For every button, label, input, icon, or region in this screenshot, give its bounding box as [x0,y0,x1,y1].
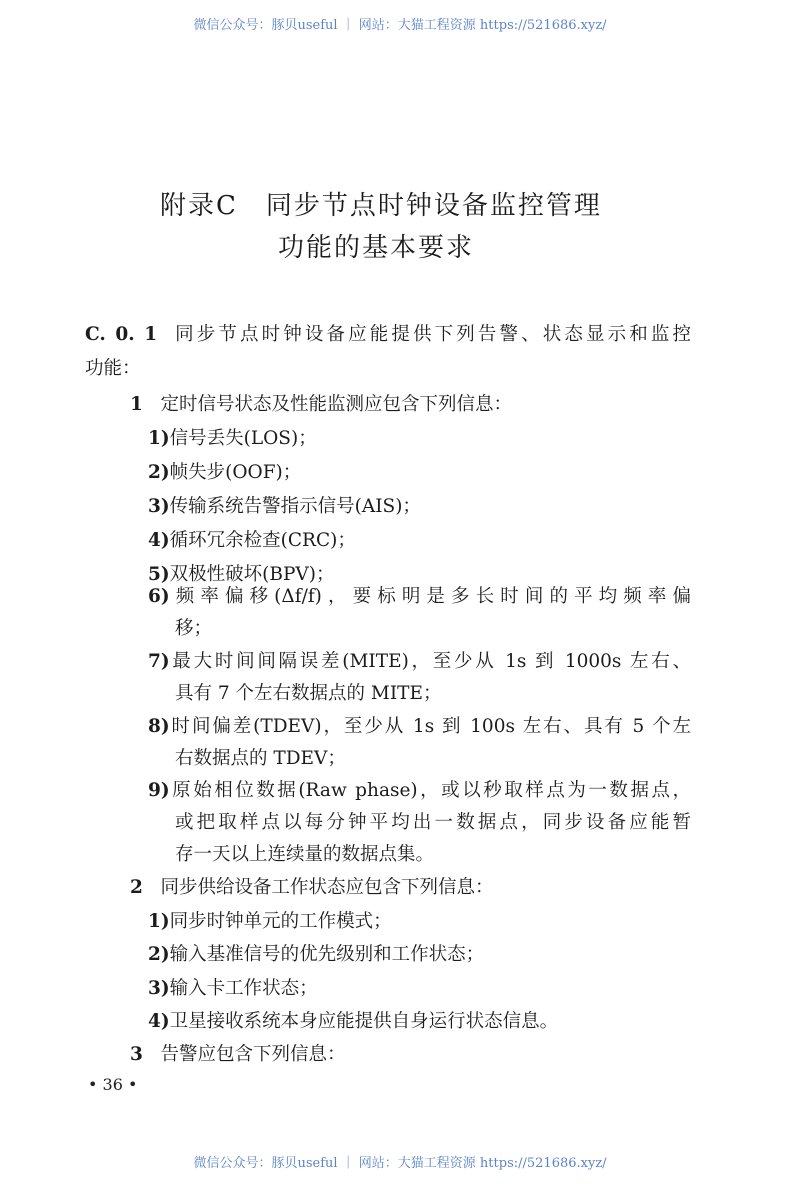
clause-text: 同步节点时钟设备应能提供下列告警、状态显示和监控 [175,324,691,345]
sub-number: 8) [148,716,170,737]
sub-number: 1) [148,428,170,449]
item-text: 告警应包含下列信息： [160,1044,346,1065]
appendix-title-line2: 功能的基本要求 [278,233,475,263]
sub-item-continuation: 移； [175,618,213,639]
sub-item [148,585,691,609]
watermark-bottom: 微信公众号：豚贝useful ｜ 网站：大猫工程资源 https://521686.xyz/ [193,1156,607,1171]
sub-item [148,461,301,485]
sub-item [148,715,691,739]
sub-text: 传输系统告警指示信号(AIS)； [169,496,421,517]
sub-item-continuation: 存一天以上连续量的数据点集。 [175,844,435,865]
sub-number: 6) [148,586,170,607]
item-3 [130,1043,346,1067]
sub-number: 9) [148,780,170,801]
sub-item [148,943,484,967]
sub-number: 4) [148,1011,170,1032]
item-number: 2 [130,877,143,898]
sub-item-continuation: 右数据点的 TDEV； [175,748,346,769]
sub-item-continuation: 具有 7 个左右数据点的 MITE； [175,683,442,704]
item-text: 同步供给设备工作状态应包含下列信息： [160,877,494,898]
clause-line1 [85,323,691,347]
item-1 [130,393,512,417]
clause-number: C. 0. 1 [85,324,158,345]
sub-item [148,650,691,674]
sub-item [148,563,334,587]
sub-number: 1) [148,911,170,932]
sub-number: 3) [148,978,170,999]
item-text: 定时信号状态及性能监测应包含下列信息： [160,394,513,415]
sub-text: 同步时钟单元的工作模式； [169,911,392,932]
sub-text: 原始相位数据(Raw phase)，或以秒取样点为一数据点， [169,780,691,801]
sub-text: 输入卡工作状态； [169,978,318,999]
sub-number: 2) [148,462,170,483]
sub-text: 频率偏移(Δf/f)，要标明是多长时间的平均频率偏 [169,586,691,607]
sub-item [148,977,318,1001]
page-number: • 36 • [88,1075,138,1094]
sub-text: 信号丢失(LOS)； [169,428,317,449]
item-number: 3 [130,1044,143,1065]
sub-number: 4) [148,530,170,551]
sub-item [148,529,356,553]
sub-text: 输入基准信号的优先级别和工作状态； [169,944,485,965]
sub-text: 时间偏差(TDEV)，至少从 1s 到 100s 左右、具有 5 个左 [169,716,691,737]
sub-text: 最大时间间隔误差(MITE)，至少从 1s 到 1000s 左右、 [169,651,691,672]
sub-text: 帧失步(OOF)； [169,462,302,483]
sub-number: 5) [148,564,170,585]
item-2 [130,876,494,900]
sub-item [148,495,421,519]
sub-text: 卫星接收系统本身应能提供自身运行状态信息。 [169,1011,559,1032]
item-number: 1 [130,394,143,415]
sub-text: 双极性破坏(BPV)； [169,564,335,585]
sub-item [148,910,392,934]
sub-item [148,779,691,803]
sub-item [148,1010,558,1034]
sub-text: 循环冗余检查(CRC)； [169,530,356,551]
sub-number: 7) [148,651,170,672]
sub-item [148,427,317,451]
sub-number: 3) [148,496,170,517]
clause-line2: 功能： [85,358,141,379]
sub-number: 2) [148,944,170,965]
watermark-top: 微信公众号：豚贝useful ｜ 网站：大猫工程资源 https://521686.xyz/ [193,18,607,33]
sub-item-continuation: 或把取样点以每分钟平均出一数据点，同步设备应能暂 [175,812,691,833]
appendix-title-line1: 附录C 同步节点时钟设备监控管理 [160,191,602,221]
